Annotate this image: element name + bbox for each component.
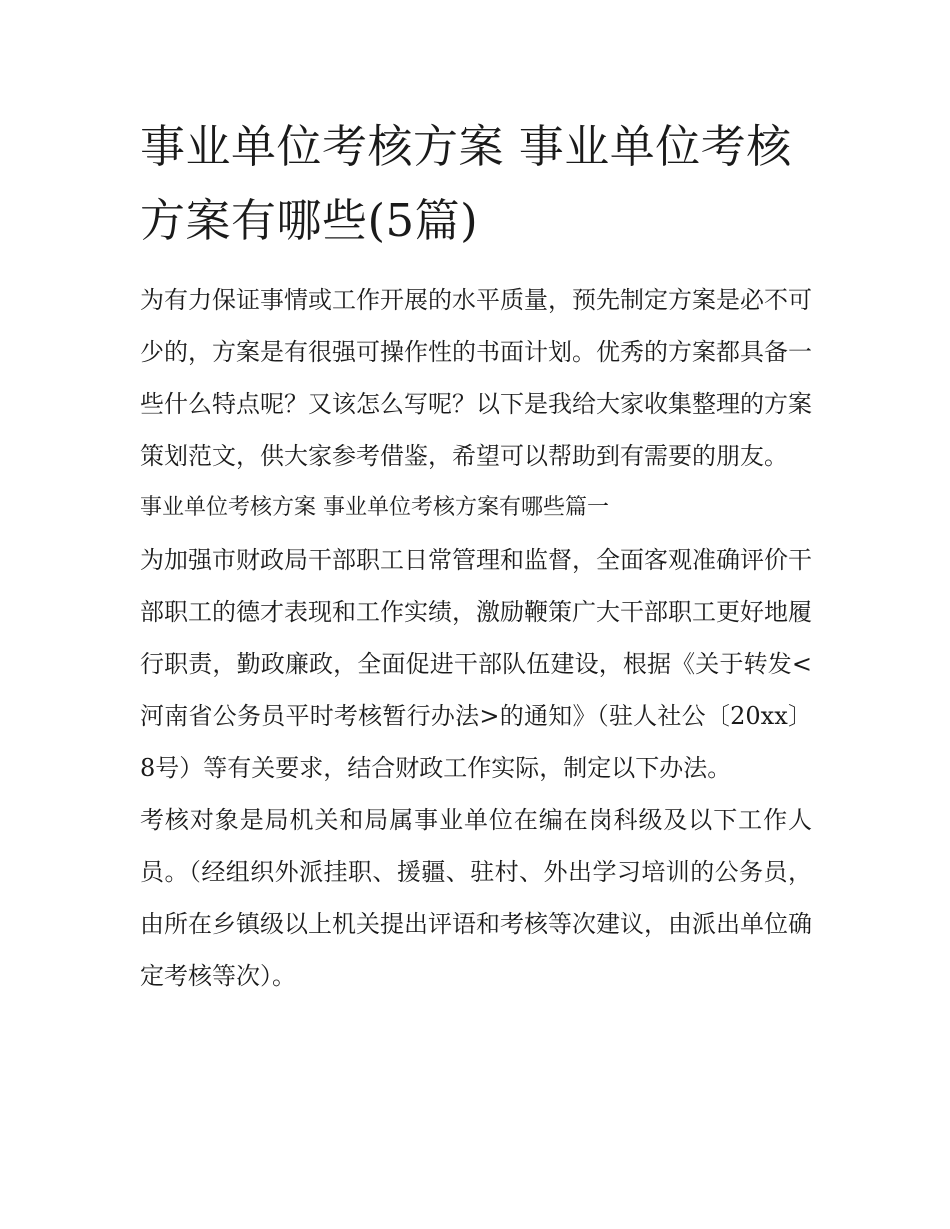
document-title: 事业单位考核方案 事业单位考核方案有哪些(5篇) bbox=[140, 120, 792, 247]
body-paragraph: 考核对象是局机关和局属事业单位在编在岗科级及以下工作人员。（经组织外派挂职、援疆、驻村、外出学习培训的公务员，由所在乡镇级以上机关提出评语和考核等次建议，由派出单位确定考核等次）。 bbox=[140, 806, 812, 990]
document-page bbox=[140, 110, 812, 1002]
section-heading: 事业单位考核方案 事业单位考核方案有哪些篇一 bbox=[140, 495, 609, 520]
intro-paragraph: 为有力保证事情或工作开展的水平质量，预先制定方案是必不可少的，方案是有很强可操作性的书面计划。优秀的方案都具备一些什么特点呢？又该怎么写呢？以下是我给大家收集整理的方案策划范文，供大家参考借鉴，希望可以帮助到有需要的朋友。 bbox=[140, 286, 812, 470]
body-paragraph: 为加强市财政局干部职工日常管理和监督，全面客观准确评价干部职工的德才表现和工作实绩，激励鞭策广大干部职工更好地履行职责，勤政廉政，全面促进干部队伍建设，根据《关于转发<河南省公务员平时考核暂行办法>的通知》（驻人社公〔20xx〕8号）等有关要求，结合财政工作实际，制定以下办法。 bbox=[140, 546, 812, 782]
